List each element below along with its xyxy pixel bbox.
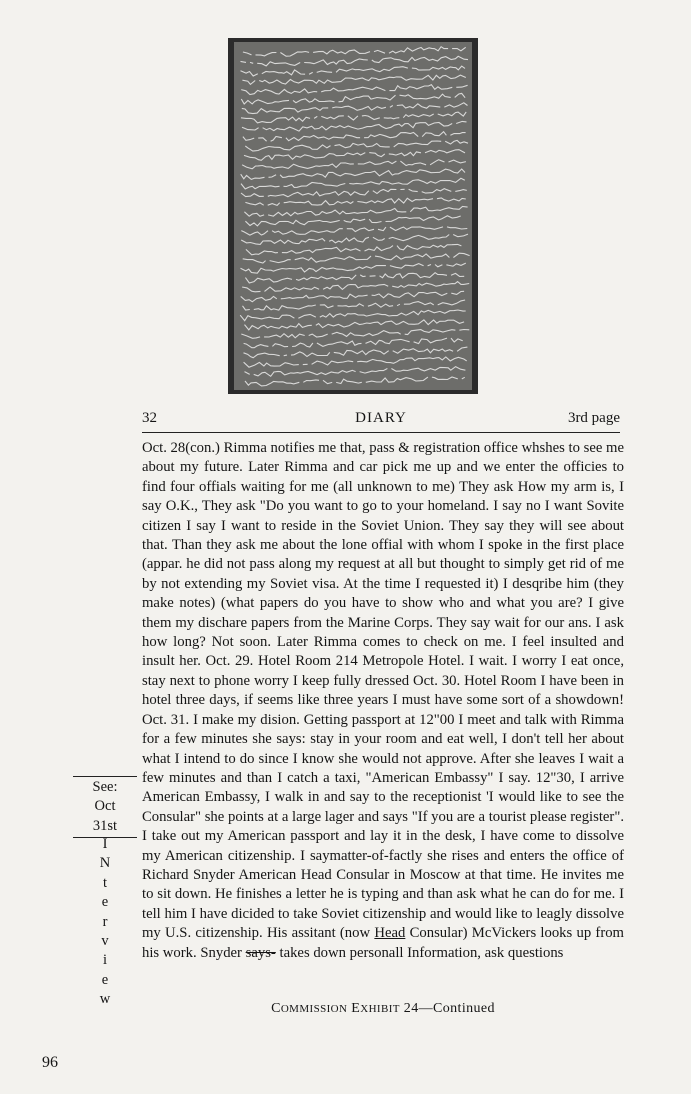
margin-letter: w [99, 991, 111, 1008]
caption-part: XHIBIT [360, 1003, 400, 1015]
margin-letter: N [99, 855, 111, 872]
handwritten-diary-photo [228, 38, 478, 394]
margin-letter: i [102, 952, 108, 969]
margin-vertical-word [73, 835, 137, 1010]
exhibit-caption [142, 1001, 624, 1017]
caption-part: OMMISSION [280, 1003, 348, 1015]
underlined-word: Head [374, 925, 406, 942]
transcription-paragraph [142, 439, 624, 963]
header-page-number: 32 [142, 410, 157, 426]
margin-note-line: 31st [92, 817, 118, 834]
margin-letter: t [102, 874, 108, 891]
caption-part: 24—Continued [399, 1001, 495, 1016]
caption-part: C [271, 1001, 281, 1016]
header-title: DIARY [355, 410, 407, 426]
margin-letter: I [102, 836, 108, 852]
page-number: 96 [42, 1054, 58, 1071]
handwritten-diary-scan [228, 38, 478, 394]
margin-letter: e [101, 894, 109, 911]
page-header [142, 410, 620, 433]
caption-part: E [351, 1001, 361, 1016]
margin-note-line: See: [92, 779, 118, 795]
margin-letter: e [101, 971, 109, 988]
header-page-label: 3rd page [567, 410, 620, 426]
margin-note-line: Oct [94, 798, 116, 815]
text-run: takes down personall Information, ask questions [275, 944, 564, 961]
struck-word: says- [245, 944, 276, 961]
margin-letter: r [102, 913, 108, 930]
margin-letter: v [101, 933, 109, 950]
text-run: Oct. 28(con.) Rimma notifies me that, pass & registration office whshes to see me about my future. Later Rimma and car pick me up and we enter the officies to find four offials waiting for me (all unknown to me) They ask How my arm is, I say O.K., They ask "Do you want to go to your homeland. I say no I want Sovite citizen I say I want to reside in the Soviet Union. They say they will see about that. Than they ask me about the lone offial with whom I spoke in the first place (appar. he did not pass along my request at all but thought to simply get rid of me by not extending my Soviet visa. At the time I requested it) I desqribe him (they make notes) (what papers do you have to show who and what you are? I give them my dischare papers from the Marine Corps. They say wait for our ans. I ask how long? Not soon. Later Rimma comes to check on me. I feel insulted and insult her. Oct. 29. Hotel Room 214 Metropole Hotel. I wait. I worry I eat once, stay next to phone worry I keep fully dressed Oct. 30. Hotel Room I have been in hotel three days, if seems like three years I must have some sort of a showdown! Oct. 31. I make my dision. Getting passport at 12"00 I meet and talk with Rimma for a few minutes she says: stay in your room and eat well, I don't tell her about what I intend to do since I know she would not approve. After she leaves I wait a few minutes and than I catch a taxi, "American Embassy" I say. 12"30, I arrive American Embassy, I walk in and say to the receptionist 'I would like to see the Consular" she points at a large lager and says "If you are a tourist please register". I take out my American passport and lay it in the desk, I have come to dissolve my American citizenship. I saymatter-of-factly she rises and enters the office of Richard Snyder American Head Consular in Moscow at that time. He invites me to sit down. He finishes a letter he is typing and than ask what he can do for me. I tell him I have dicided to take Soviet citizenship and would like to leagly dissolve my U.S. citizenship. His assitant (now [142, 440, 624, 942]
margin-note [73, 776, 137, 838]
diary-transcription [142, 439, 624, 963]
text-run: Consular) McVickers looks up from his work. Snyder [142, 925, 624, 961]
